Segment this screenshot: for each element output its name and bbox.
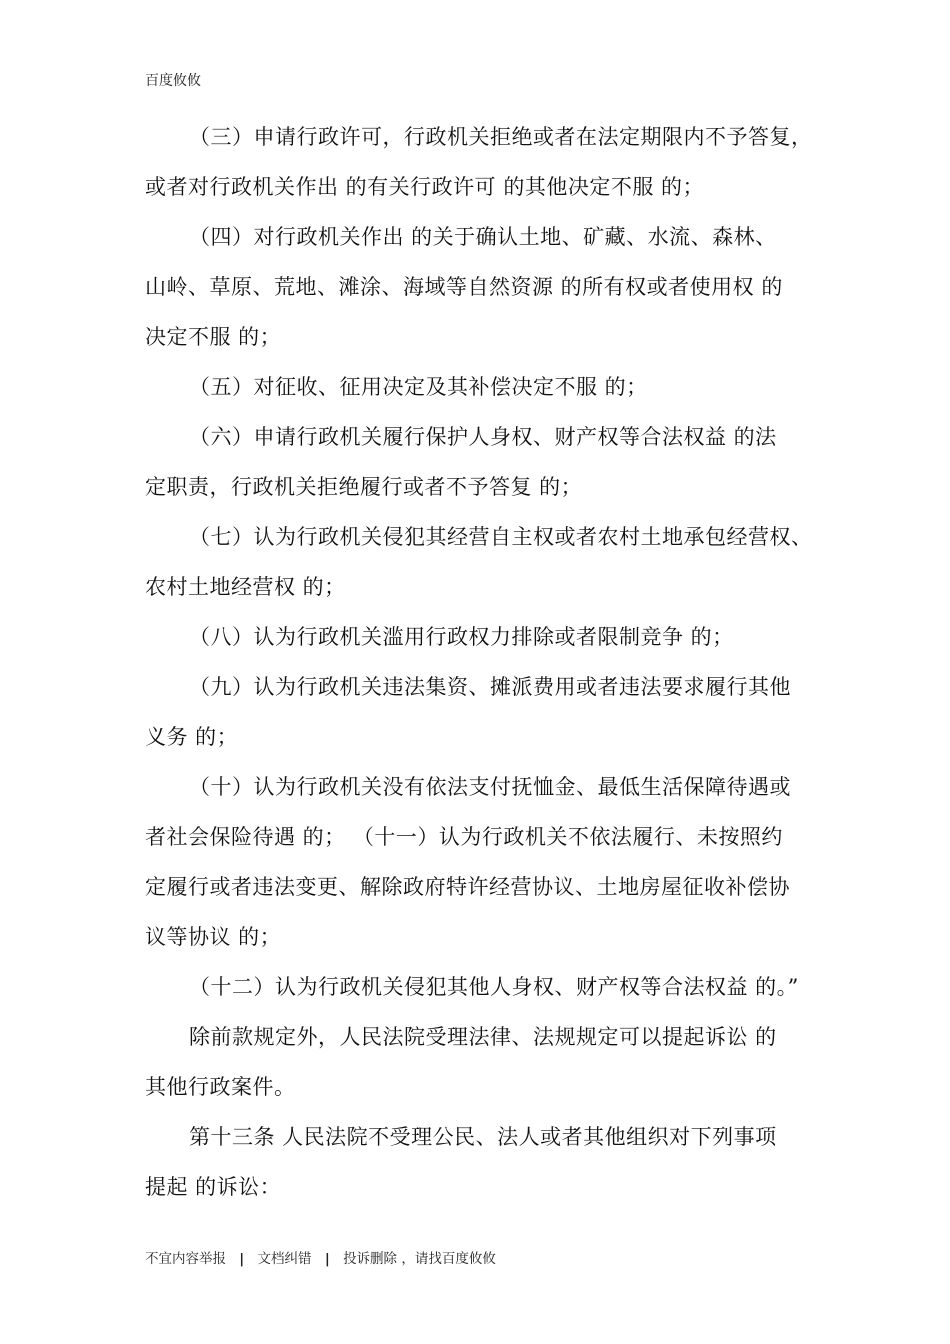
- complain-link[interactable]: 投诉删除 ，请找百度攸攸: [343, 1251, 496, 1267]
- text-line: 除前款规定外，人民法院受理法律、法规规定可以提起诉讼 的: [189, 1025, 777, 1049]
- text-line: 第十三条 人民法院不受理公民、法人或者其他组织对下列事项: [189, 1125, 777, 1149]
- text-line: （三）申请行政许可，行政机关拒绝或者在法定期限内不予答复，: [189, 125, 813, 149]
- site-header: 百度攸攸: [145, 73, 201, 89]
- text-line: 提起 的诉讼：: [145, 1175, 282, 1199]
- text-line: （十）认为行政机关没有依法支付抚恤金、最低生活保障待遇或: [189, 775, 791, 799]
- text-line: （七）认为行政机关侵犯其经营自主权或者农村土地承包经营权、: [189, 525, 813, 549]
- text-line: 者社会保险待遇 的； （十一）认为行政机关不依法履行、未按照约: [145, 825, 783, 849]
- footer-separator: |: [239, 1251, 245, 1267]
- text-line: （八）认为行政机关滥用行政权力排除或者限制竞争 的；: [189, 625, 734, 649]
- text-line: 议等协议 的；: [145, 925, 282, 949]
- correct-link[interactable]: 文档纠错: [257, 1251, 312, 1267]
- text-line: （四）对行政机关作出 的关于确认土地、矿藏、水流、森林、: [189, 225, 777, 249]
- text-line: （五）对征收、征用决定及其补偿决定不服 的；: [189, 375, 648, 399]
- text-line: 定职责，行政机关拒绝履行或者不予答复 的；: [145, 475, 583, 499]
- text-line: （九）认为行政机关违法集资、摊派费用或者违法要求履行其他: [189, 675, 791, 699]
- text-line: （六）申请行政机关履行保护人身权、财产权等合法权益 的法: [189, 425, 777, 449]
- text-line: 定履行或者违法变更、解除政府特许经营协议、土地房屋征收补偿协: [145, 875, 790, 899]
- text-line: 其他行政案件。: [145, 1075, 296, 1099]
- text-line: 山岭、草原、荒地、滩涂、海域等自然资源 的所有权或者使用权 的: [145, 275, 783, 299]
- page-footer: [145, 1250, 496, 1268]
- text-line: 义务 的；: [145, 725, 239, 749]
- report-link[interactable]: 不宜内容举报: [145, 1251, 226, 1267]
- footer-separator: |: [324, 1251, 330, 1267]
- document-body: [145, 118, 815, 1218]
- text-line: （十二）认为行政机关侵犯其他人身权、财产权等合法权益 的。”: [189, 975, 799, 999]
- text-line: 农村土地经营权 的；: [145, 575, 346, 599]
- text-line: 决定不服 的；: [145, 325, 282, 349]
- text-line: 或者对行政机关作出 的有关行政许可 的其他决定不服 的；: [145, 175, 705, 199]
